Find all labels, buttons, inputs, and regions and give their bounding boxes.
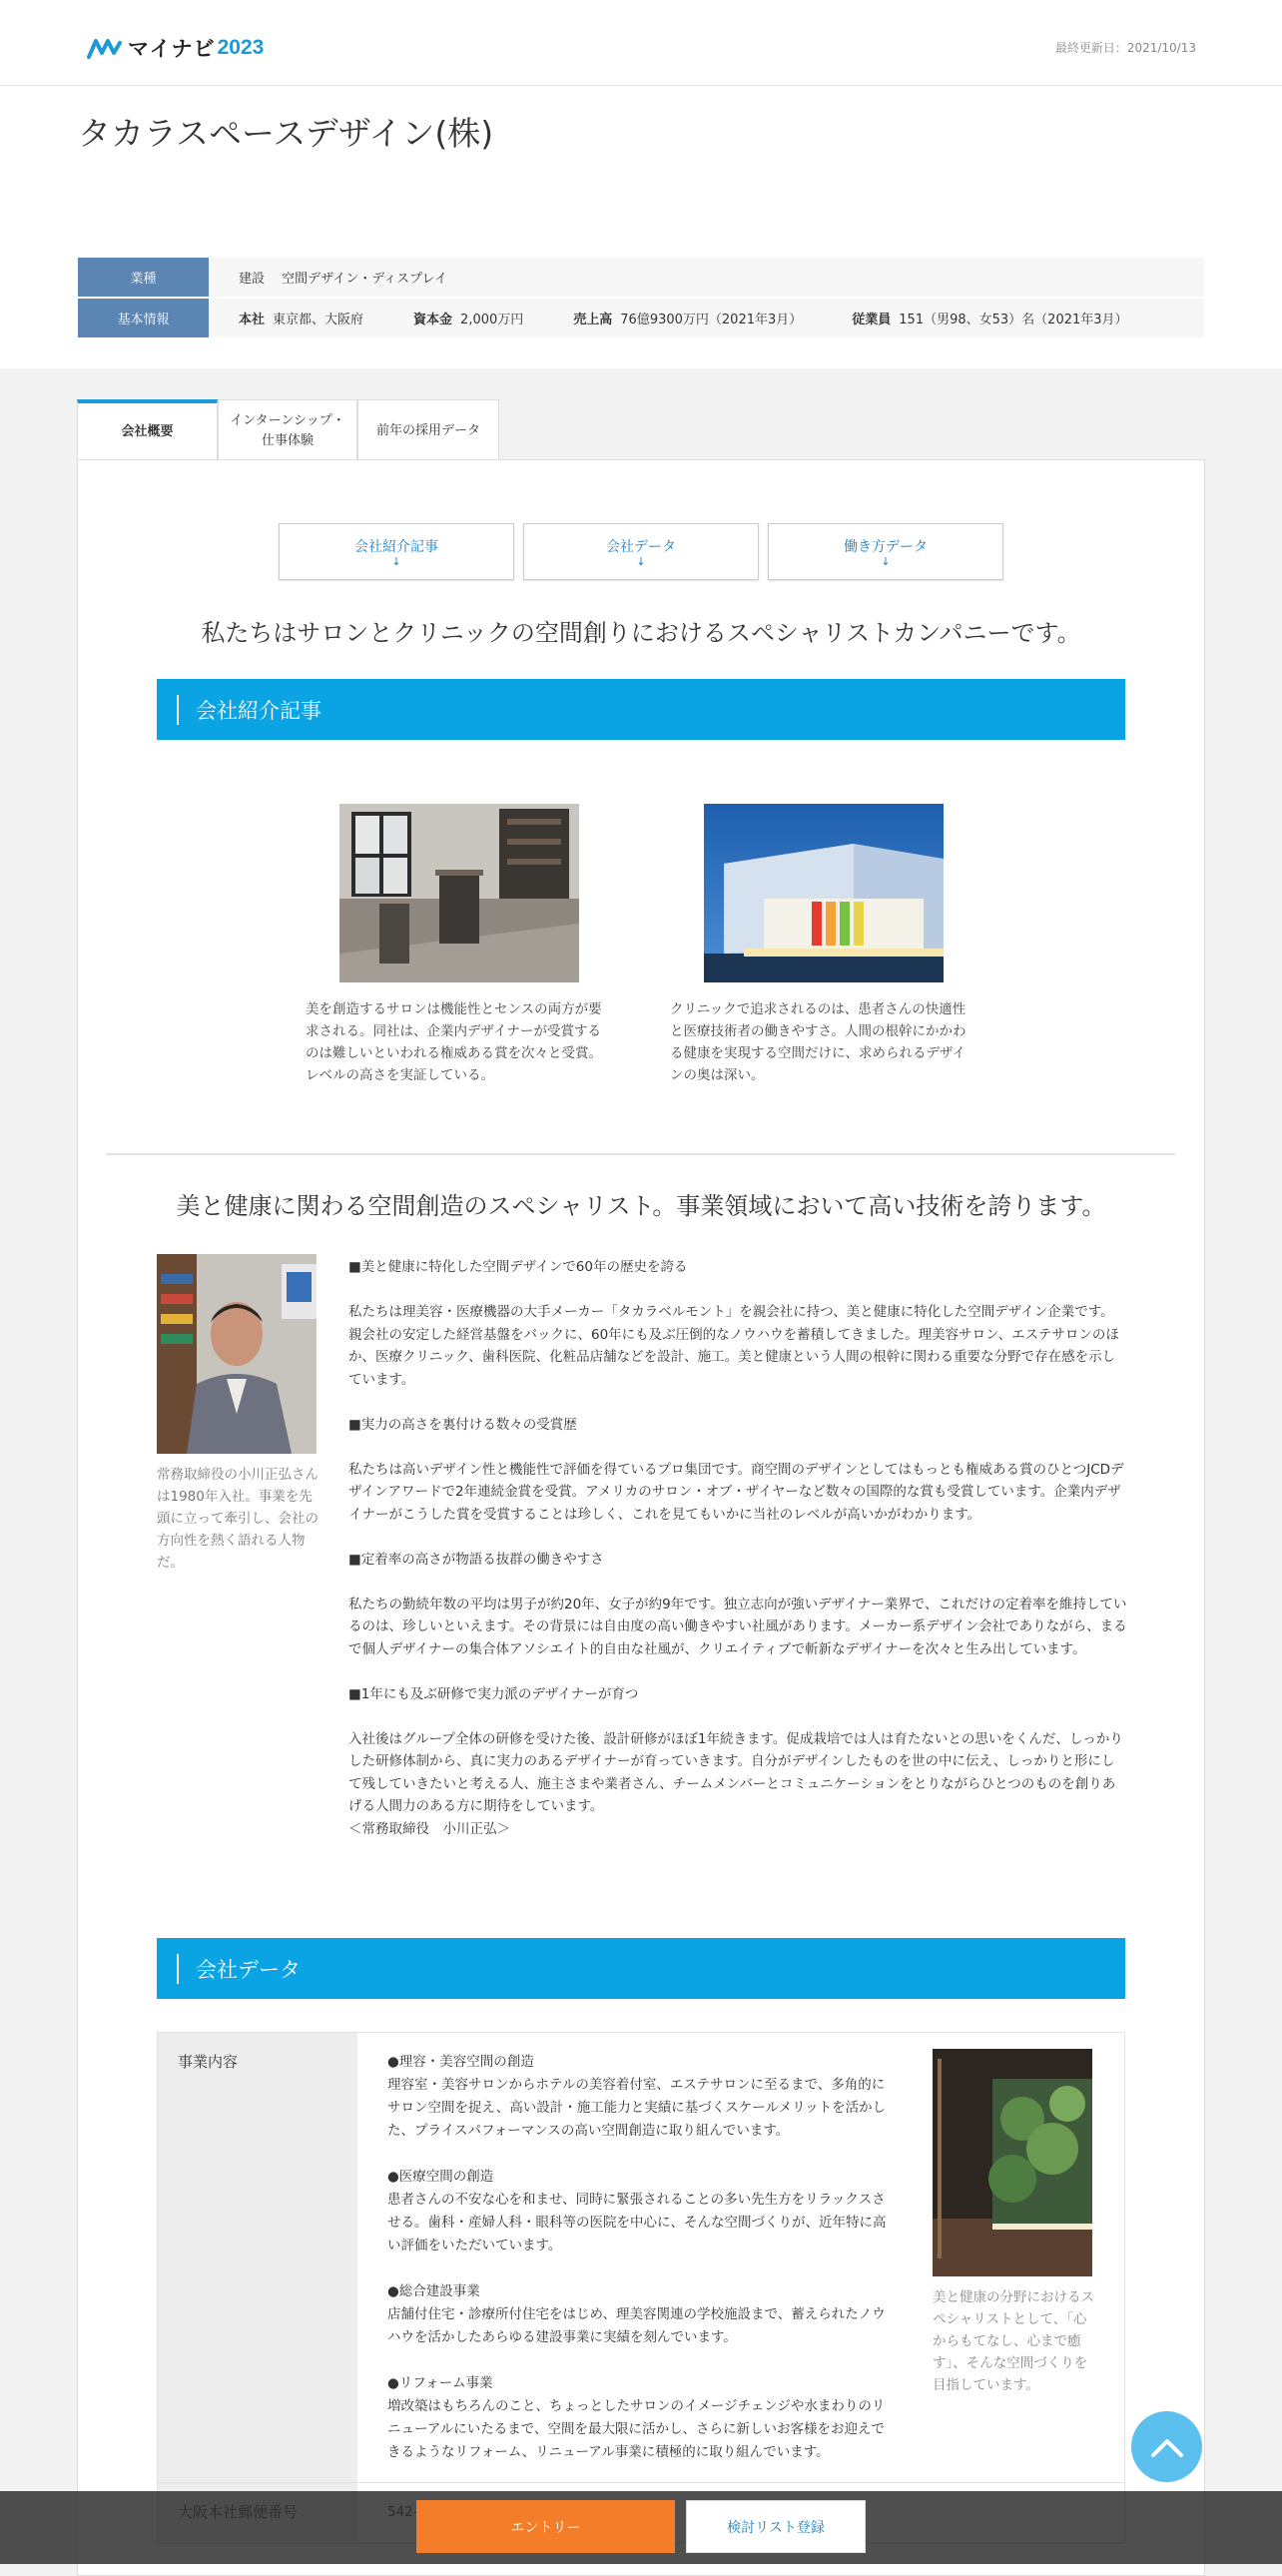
arrow-down-icon: ↓: [391, 555, 401, 568]
entry-button[interactable]: エントリー: [416, 2500, 675, 2553]
sales-label: 売上高: [573, 313, 613, 327]
business-2-text: 患者さんの不安な心を和ませ、同時に緊張されることの多い先生方をリラックスさせる。歯科・産婦人科・眼科等の医院を中心に、そんな空間づくりが、近年特に高い評価をいただいています。: [387, 2192, 887, 2254]
salon-interior-photo: [339, 804, 579, 982]
section-bar: [177, 695, 179, 725]
tab-overview[interactable]: 会社概要: [77, 399, 218, 461]
basic-value: [209, 299, 1204, 337]
section-article-header: [157, 679, 1125, 740]
business-value: [357, 2033, 1124, 2482]
space-photo: [933, 2049, 1092, 2276]
hq-value: 東京都、大阪府: [273, 313, 364, 327]
article-caption-2: クリニックで追求されるのは、患者さんの快適性と医療技術者の働きやすさ。人間の根幹にかかわる健康を実現する空間だけに、求められるデザインの奥は深い。: [670, 1001, 966, 1083]
section-company-data-header: [157, 1938, 1125, 1999]
last-updated: 最終更新日：2021/10/13: [1054, 41, 1196, 55]
basic-row: [78, 299, 1204, 337]
industry-value: 建設 空間デザイン・ディスプレイ: [209, 258, 1204, 297]
clinic-exterior-photo: [704, 804, 944, 982]
anchor-work-data-label: 働き方データ: [844, 539, 928, 555]
scroll-to-top-button[interactable]: [1131, 2411, 1202, 2482]
business-2-title: ●医療空間の創造: [387, 2169, 494, 2185]
section-article-title: 会社紹介記事: [196, 698, 321, 723]
article-paragraph-4: 入社後はグループ全体の研修を受けた後、設計研修がほぼ1年続きます。促成栽培では人は育たないとの思いをくんだ、しっかりした研修体制から、真に実力のあるデザイナーが育っていきます。自分がデザインしたものを世の中に伝え、しっかりと形にして残していきたいと考える人、施主さまや業者さん、チームメンバーとコミュニケーションをとりながらひとつのものを創りあげる人間力のある方に期待をしています。: [348, 1730, 1123, 1814]
basic-info-table: [78, 258, 1204, 339]
basic-label: 基本情報: [78, 299, 209, 337]
mynavi-logo-icon: [86, 35, 126, 61]
tab-internship[interactable]: [218, 399, 357, 461]
article-signature: ＜常務取締役 小川正弘＞: [348, 1820, 510, 1837]
tab-recruit-data[interactable]: 前年の採用データ: [357, 399, 499, 461]
capital-label: 資本金: [413, 313, 453, 327]
mynavi-logo[interactable]: [86, 34, 264, 62]
logo-year: 2023: [217, 36, 265, 59]
business-row: [158, 2033, 1124, 2483]
anchor-company-data[interactable]: [523, 523, 759, 580]
business-1-text: 理容室・美容サロンからホテルの美容着付室、エステサロンに至るまで、多角的にサロン空間を捉え、高い設計・施工能力と実績に基づくスケールメリットを活かした、プライスパフォーマンスの高い空間創造に取り組んでいます。: [387, 2077, 887, 2139]
business-4-text: 増改築はもちろんのこと、ちょっとしたサロンのイメージチェンジや水まわりのリニューアルにいたるまで、空間を最大限に活かし、さらに新しいお客様をお迎えできるようなリフォーム、リニューアル事業に積極的に取り組んでいます。: [387, 2398, 886, 2460]
hq-label: 本社: [239, 313, 266, 327]
site-header: [0, 0, 1282, 86]
business-4-title: ●リフォーム事業: [387, 2375, 493, 2391]
arrow-down-icon: ↓: [636, 555, 646, 568]
executive-photo: [157, 1254, 317, 1454]
business-label: 事業内容: [158, 2033, 357, 2482]
anchor-company-data-label: 会社データ: [606, 539, 676, 555]
article-heading-2: ■実力の高さを裏付ける数々の受賞歴: [348, 1416, 577, 1433]
company-name: タカラスペースデザイン(株): [78, 114, 494, 153]
industry-label: 業種: [78, 258, 209, 297]
space-photo-caption: 美と健康の分野におけるスペシャリストとして、「心からもてなし、心まで癒す」、そんな空間づくりを目指しています。: [933, 2289, 1094, 2393]
article-paragraph-2: 私たちは高いデザイン性と機能性で評価を得ているプロ集団です。商空間のデザインとしてはもっとも権威ある賞のひとつJCDデザインアワードで2年連続金賞を受賞。アメリカのサロン・オブ・ザイヤーなど数々の国際的な賞も受賞しています。企業内デザイナーがこうした賞を受賞することは珍しく、これを見てもいかに当社のレベルが高いかがわかります。: [348, 1461, 1124, 1523]
add-to-list-button[interactable]: 検討リスト登録: [686, 2500, 866, 2553]
page-tabs: [77, 399, 499, 461]
capital-value: 2,000万円: [460, 313, 524, 327]
lead-statement: 私たちはサロンとクリニックの空間創りにおけるスペシャリストカンパニーです。: [201, 619, 1081, 647]
chevron-up-icon: [1150, 2436, 1184, 2458]
executive-caption: 常務取締役の小川正弘さんは1980年入社。事業を先頭に立って牽引し、会社の方向性を熱く語れる人物だ。: [157, 1467, 319, 1571]
business-3-text: 店舗付住宅・診療所付住宅をはじめ、理美容関連の学校施設まで、蓄えられたノウハウを活かしたあらゆる建設事業に実績を刻んでいます。: [387, 2306, 886, 2345]
article-heading-4: ■1年にも及ぶ研修で実力派のデザイナーが育つ: [348, 1685, 639, 1702]
section-bar: [177, 1954, 179, 1984]
employees-label: 従業員: [852, 313, 892, 327]
company-data-table: [157, 2032, 1125, 2544]
arrow-down-icon: ↓: [881, 555, 891, 568]
article-heading-1: ■美と健康に特化した空間デザインで60年の歴史を誇る: [348, 1259, 688, 1275]
article-heading-3: ■定着率の高さが物語る抜群の働きやすさ: [348, 1551, 604, 1568]
article-caption-1: 美を創造するサロンは機能性とセンスの両方が要求される。同社は、企業内デザイナーが受賞するのは難しいといわれる権威ある賞を次々と受賞。レベルの高さを実証している。: [306, 1001, 602, 1083]
lead-statement-2: 美と健康に関わる空間創造のスペシャリスト。事業領域において高い技術を誇ります。: [176, 1192, 1106, 1220]
article-body: [348, 1256, 1127, 1863]
section-divider: [106, 1153, 1175, 1155]
anchor-links: [279, 523, 1003, 580]
business-3-title: ●総合建設事業: [387, 2283, 480, 2299]
anchor-article-label: 会社紹介記事: [354, 539, 438, 555]
article-paragraph-1: 私たちは理美容・医療機器の大手メーカー「タカラベルモント」を親会社に持つ、美と健康に特化した空間デザイン企業です。親会社の安定した経営基盤をバックに、60年にも及ぶ圧倒的なノウハウを蓄積してきました。理美容サロン、エステサロンのほか、医療クリニック、歯科医院、化粧品店舗などを設計、施工。美と健康という人間の根幹に関わる重要な分野で存在感を示しています。: [348, 1304, 1119, 1388]
tab-internship-line2: 仕事体験: [261, 432, 314, 448]
anchor-work-data[interactable]: [768, 523, 1003, 580]
sales-value: 76億9300万円（2021年3月）: [620, 313, 803, 327]
section-company-data-title: 会社データ: [196, 1957, 301, 1982]
anchor-article[interactable]: [279, 523, 514, 580]
industry-row: [78, 258, 1204, 297]
article-paragraph-3: 私たちの勤続年数の平均は男子が約20年、女子が約9年です。独立志向が強いデザイナー業界で、これだけの定着率を維持しているのは、珍しいといえます。その背景には自由度の高い働きやすい社風があります。メーカー系デザイン会社でありながら、まるで個人デザイナーの集合体アソシエイト的自由な社風が、クリエイティブで斬新なデザイナーを次々と生み出しています。: [348, 1596, 1127, 1657]
employees-value: 151（男98、女53）名（2021年3月）: [899, 313, 1128, 327]
tab-internship-line1: インターンシップ・: [230, 413, 345, 428]
logo-text: マイナビ: [128, 37, 216, 61]
business-1-title: ●理容・美容空間の創造: [387, 2054, 534, 2070]
